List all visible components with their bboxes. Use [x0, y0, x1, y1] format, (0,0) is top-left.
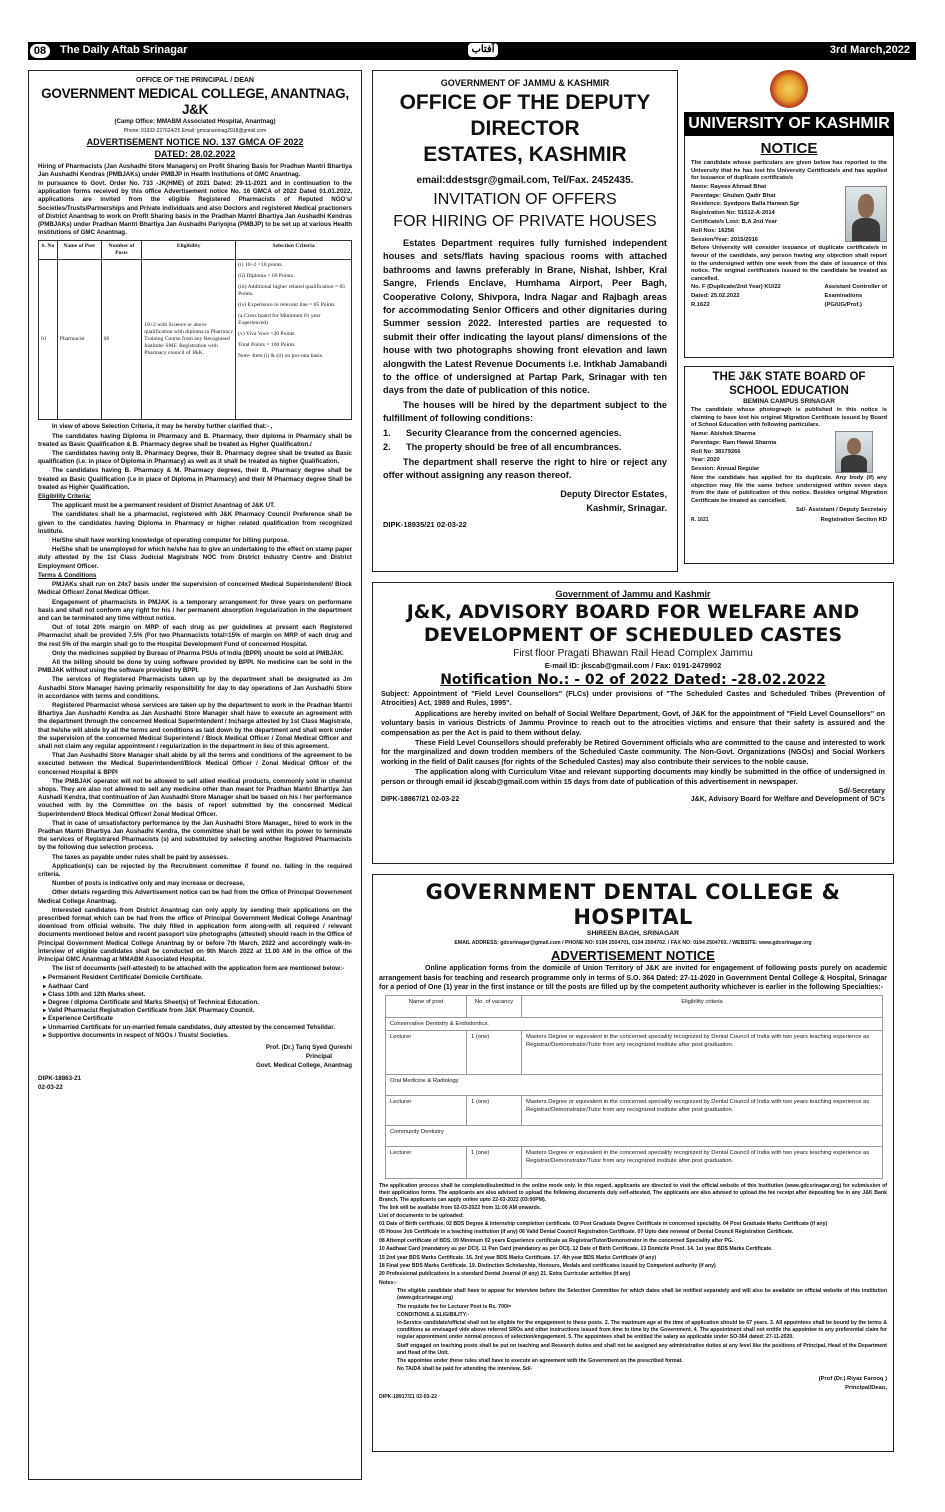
- candidate-field: Roll Nos: 16256: [691, 227, 735, 234]
- table-cell: Lecturer: [386, 1096, 467, 1126]
- table-header: Eligibility: [142, 241, 236, 260]
- dental-contact: EMAIL ADDRESS: gdcsrinagar@gmail.com / PHONE NO: 0194 2504701, 0194 2504702. / FAX NO: 0194 2504703. / WEBSITE: www.gdcsrinagar.org: [454, 940, 812, 947]
- list-item: ▸ Class 10th and 12th Marks sheet.: [48, 991, 352, 999]
- table-header: Number of Posts: [101, 241, 142, 260]
- gmc-para: The PMBJAK operator will not be allowed to sell allied medical products, commonly sold in chemist shops. They are also not allowed to sell any medicine other than meant for Pradhan Mantri Bhartiya Jan Aushadi Kendra, that continuation of Jan Aushadhi Store Manager shall be based on his / her performance vouched with by the Committee on the basis of report submitted by the concerned Medical Superintendent/ Block Medical Officer/ Zonal Medical Officer.: [38, 777, 352, 818]
- criteria-line: (iii) Additional higher related qualification = 05 Points.: [238, 284, 346, 298]
- photo-body: [852, 218, 881, 241]
- university-reference: [691, 284, 781, 310]
- table-cell: Lecturer: [386, 1147, 467, 1179]
- criteria-line: Total Points = 100 Points: [238, 342, 295, 349]
- gmc-signatory-office: Govt. Medical College, Anantnag: [255, 1062, 352, 1070]
- specialty-row: Oral Medicine & Radiology: [386, 1075, 883, 1096]
- dental-conditions-heading: CONDITIONS & ELIGIBILITY:-: [397, 1311, 470, 1318]
- specialty-row: Community Dentistry: [386, 1126, 883, 1147]
- estates-govt: GOVERNMENT OF JAMMU & KASHMIR: [440, 78, 610, 88]
- dental-condition: Staff engaged on teaching posts shall be put on teaching and Research duties and shall not be assigned any administrative duties at any level like the positions of Principal, Head of the Department and Head of the Unit.: [397, 1342, 887, 1356]
- gmc-posts-table: [38, 240, 352, 420]
- dental-docs-heading: List of documents to be uploaded:: [379, 1213, 464, 1220]
- page-number: 08: [28, 42, 52, 60]
- dental-college-advertisement: [372, 874, 894, 1452]
- gmc-dipk: DIPK-18863-21: [38, 1074, 81, 1082]
- photo-body: [841, 455, 867, 472]
- list-item: ▸ Permanent Resident Certificate/ Domicile Certificate.: [48, 974, 352, 982]
- estates-advertisement: [372, 70, 678, 572]
- jkbose-signatory: Sd/- Assistant / Deputy Secretary: [796, 507, 887, 514]
- dental-dipk: DIPK-18917/21 02-03-22: [379, 1393, 437, 1400]
- table-cell: Masters Degree or equivalent in the concerned speciality recognized by Dental Council of India with two years teaching experience as Registrar/Demonstrator/Tutor from any recognized institute after post graduation.: [522, 1147, 883, 1179]
- gmc-anantnag-advertisement: [28, 70, 362, 1480]
- candidate-field: Session/Year: 2015/2016: [691, 236, 759, 243]
- estates-condition: [383, 441, 667, 454]
- gmc-para: The candidates having Diploma in Pharmacy and B. Pharmacy, their diploma in Pharmacy shall be treated as Basic Qualification & B. Pharmacy degree shall be treated as Higher Qualification./: [38, 432, 352, 448]
- gmc-para: Only the medicines supplied by Bureau of Pharma PSUs of India (BPPI) should be sold at PMBJAK.: [52, 649, 344, 657]
- jkbose-intro: The candidate whose photograph is published in this notice is claiming to have lost his original Migration Certificate issued by Board of School Education with following particulars.: [691, 407, 887, 429]
- jkbose-section: Registration Section KD: [820, 516, 887, 523]
- table-header: Name of post: [386, 996, 467, 1018]
- jkbose-footer: [691, 516, 887, 525]
- advisory-signatory-office: J&K, Advisory Board for Welfare and Development of SC's: [690, 796, 885, 804]
- estates-body: The department shall reserve the right to hire or reject any offer without assigning any reason thereof.: [383, 456, 667, 480]
- dental-process: The application process shall be completed/submitted in the online mode only. In this regard, applicants are directed to visit the official website of this Institution (www.gdcsrinagar.org) for submission of their application forms. The applicants are also advised to upload the following documents duly self-attested. The applicants are also advised to upload the fee receipt after depositing fee in any J&K Bank Branch. The applicants can apply online upto 22-03-2022 (03:00PM).: [379, 1183, 887, 1204]
- signatory-line: Examinations: [824, 293, 863, 300]
- gmc-dipk-date: 02-03-22: [38, 1083, 63, 1091]
- jkbose-title-line2: SCHOOL EDUCATION: [729, 385, 849, 397]
- table-header: Selection Criteria: [236, 241, 352, 260]
- dental-posts-table: [385, 995, 883, 1179]
- list-item: ▸ Experience Certificate: [48, 1015, 352, 1023]
- estates-signatory: Deputy Director Estates,: [560, 489, 667, 500]
- jkbose-notice: [684, 366, 894, 564]
- condition-text: Security Clearance from the concerned agencies.: [405, 427, 622, 438]
- candidate-field: Name: Abishek Sharma: [691, 430, 756, 437]
- estates-invitation-line1: INVITATION OF OFFERS: [433, 191, 617, 208]
- estates-contact: email:ddestsgr@gmail.com, Tel/Fax. 2452435.: [416, 175, 634, 186]
- candidate-field: Registration No: 51512-A-2014: [691, 210, 775, 217]
- gmc-notice-number: ADVERTISEMENT NOTICE NO. 137 GMCA OF 2022: [86, 136, 304, 147]
- gmc-para: Hiring of Pharmacists (Jan Aushadhi Store Managers) on Profit Sharing Basis for Pradhan Mantri Bhartiya Jan Aushadhi Kendras (PMBJAKs) under PMBJP in Health Institutions of GMC Anantnag.: [38, 162, 352, 178]
- estates-signatory-place: Kashmir, Srinagar.: [586, 503, 667, 514]
- publication-name: The Daily Aftab Srinagar: [60, 44, 188, 56]
- dental-doc-line: 05 House Job Certificate in a teaching institution (if any) 06 Valid Dental Council Registration Certificate. 07 Upto date renewal of Dental Council Registration Certificate.: [379, 1229, 794, 1236]
- estates-body: The houses will be hired by the department subject to the fulfillment of following conditions:: [383, 399, 667, 424]
- dental-notice-heading: ADVERTISEMENT NOTICE: [551, 948, 715, 964]
- estates-title-line1: OFFICE OF THE DEPUTY DIRECTOR: [399, 91, 651, 140]
- table-cell: 1 (one): [467, 1096, 522, 1126]
- dental-note: The eligible candidate shall have to appear for interview before the Selection Committee for which dates shall be notified separately and will also be available on official website of this institution (www.gdcsrinagar.org): [397, 1288, 887, 1302]
- gmc-para: He/She shall have working knowledge of operating computer for billing purpose.: [52, 537, 289, 545]
- advisory-footer: [381, 796, 885, 805]
- gmc-para: All the billing should be done by using software provided by BPPI. No medicine can be sold in the PMBJAK without using the software provided by BPPI.: [38, 658, 352, 675]
- estates-title-line2: ESTATES, KASHMIR: [423, 143, 627, 166]
- dental-condition: No TA/DA shall be paid for attending the interview. Sd/-: [397, 1366, 533, 1373]
- gmc-para: Application(s) can be rejected by the Recruitment committee if found no. falling in the required criteria.: [38, 862, 352, 878]
- dental-condition: The appointee under these rules shall have to execute an agreement with the Government on the prescribed format.: [397, 1358, 683, 1365]
- gmc-para: Registered Pharmacist whose services are taken up by the department to work in the Pradhan Mantri Bhartiya Jan Aushadhi Kendra as Jan Aushadhi Store Manager shall have to execute an agreement with the department through the concerned Medical Superintendent / Incharge attested by 1st Class Magistrate, that he/she will abide by all the terms and conditions as laid down by the department and shall work under the supervision of the concerned Medical Superintend / Block Medical Officer / Zonal Medical Officer and shall not claim any regular appointment / regularization in the department in lieu of this agreement.: [38, 701, 352, 750]
- criteria-line: (a Cross board for Minimum 01 year Experienced): [238, 313, 321, 327]
- gmc-para: Engagement of pharmacists in PMJAK is a temporary arrangement for three years on performane basis and shall not conform any right for his / her permanent absorption /regularization in the department and can be terminated any time without notice.: [38, 598, 352, 622]
- table-cell: Masters Degree or equivalent in the concerned speciality recognized by Dental Council of India with two years teaching experience as Registrar/Demonstrator/Tutor from any recognized institute after post graduation.: [522, 1096, 883, 1126]
- table-cell: 1 (one): [467, 1031, 522, 1075]
- table-row: [386, 1096, 883, 1126]
- table-header: Eligibility criteria: [522, 996, 883, 1018]
- table-header: Name of Post: [57, 241, 101, 260]
- gmc-para: The candidates having only B. Pharmacy Degree, their B. Pharmacy degree shall be treated as Basic qualification (i.e. in place of Diploma in Pharmacy) as well as it shall be treated as higher Qualification.: [38, 450, 352, 466]
- condition-text: The property should be free of all encumbrances.: [405, 442, 622, 453]
- specialty-row: Conservative Dentistry & Endodontics.: [386, 1018, 883, 1031]
- gmc-para: Interested candidates from District Anantnag can only apply by sending their applications on the prescribed format which can be had from the office of Principal Government Medical College Anantnag/ download from official website. The duly filled in application form along-with all required / relevant documents mentioned below and recent passport size photographs (attested) should reach in the Office of Principal Government Medical College Anantnag by or before 7th March, 2022 and accordingly walk-in-Interview of eligible candidates shall be conducted on 9th March 2022 at 11.00 AM in the office of the Principal GMC Anantnag at MMABM Associated Hospital.: [38, 906, 352, 964]
- gmc-documents-list: [38, 974, 352, 1040]
- selection-criteria-cell: [236, 260, 352, 420]
- reference-line: Dated: 25.02.2022: [691, 293, 740, 300]
- estates-dipk: DIPK-18935/21 02-03-22: [383, 520, 467, 530]
- candidate-field: Roll No: 38179266: [691, 448, 741, 455]
- table-cell: 08: [101, 260, 142, 420]
- photo-face: [847, 438, 861, 456]
- advisory-title-line2: DEVELOPMENT OF SCHEDULED CASTES: [423, 624, 843, 646]
- candidate-field: Residence: Syedpora Balla Harwan Sgr: [691, 201, 800, 208]
- dental-place: SHIREEN BAGH, SRINAGAR: [586, 930, 680, 937]
- gmc-camp-office: (Camp Office: MMABM Associated Hospital, Anantnag): [114, 118, 276, 126]
- list-item: ▸ Aadhaar Card: [48, 983, 352, 991]
- signatory-line: (PG/UG/Prof.): [824, 301, 862, 308]
- university-of-kashmir-notice: [684, 70, 894, 358]
- dental-doc-line: 15 2nd year BDS Marks Certificate. 16. 3rd year BDS Marks Certificate. 17. 4th year BDS Marks Certificate (if any): [379, 1254, 657, 1261]
- candidate-photo: [835, 431, 873, 473]
- university-seal-logo: [770, 70, 808, 108]
- university-intro: The candidate whose particulars are given below has reported to the University that he has lost his University Certificate/s and has applied for issuance of duplicate certificate/s: [691, 160, 887, 182]
- gmc-para: Number of posts is indicative only and may increase or decrease,: [52, 880, 245, 888]
- photo-face: [858, 194, 874, 218]
- signatory-line: Assistant Controller of: [824, 284, 887, 291]
- candidate-photo: [845, 186, 887, 242]
- newspaper-header-bar: [28, 42, 916, 60]
- criteria-line: (ii) Diploma = 60 Points.: [238, 273, 295, 280]
- table-cell: 1 (one): [467, 1147, 522, 1179]
- gmc-para: The taxes as payable under rules shall be paid by assesses.: [52, 853, 229, 861]
- gmc-terms-heading: Terms & Conditions: [38, 571, 97, 579]
- university-notice-heading: NOTICE: [760, 140, 818, 157]
- table-row: [39, 260, 352, 420]
- gmc-signatory-post: Principal: [305, 1053, 332, 1061]
- jkbose-title-line1: THE J&K STATE BOARD OF: [712, 371, 866, 383]
- advisory-address: First floor Pragati Bhawan Rail Head Complex Jammu: [513, 648, 753, 659]
- gmc-notice-date: DATED: 28.02.2022: [154, 148, 236, 159]
- dental-doc-line: 08 Attempt certificate of BDS. 09 Minimum 02 years Experience certificate as Registrar/Tutor/Demonstrator in the concerned Speciality after PG.: [379, 1237, 734, 1244]
- jkbose-body: Now the candidate has applied for its duplicate. Any body (if) any objection may file the same before undersigned within seven days from the date of publication of this notice. Besides original Migration Certificate be treated as cancelled.: [691, 474, 887, 504]
- advisory-signatory: Sd/-Secretary: [838, 786, 885, 796]
- advisory-title-line1: J&K, ADVISORY BOARD FOR WELFARE AND: [406, 601, 860, 623]
- table-cell: Lecturer: [386, 1031, 467, 1075]
- candidate-field: Parentage: Ram Hawal Sharma: [691, 439, 777, 446]
- dental-condition: In-Service candidate/official shall not be eligible for the engagement to these posts. 2. The maximum age at the time of application should be 67 years. 3. All appointees shall be bound by the terms & conditions as envisaged vide above referred SROs and other instructions issued from time to time by the Government. 4. The appointment shall not entitle the appointee to any preferential claim for regular appointment under normal process of selection/engagement. 5. The appointees shall be entitled the salary as applicable under SO-364 dated: 27-11-2020.: [397, 1320, 887, 1341]
- advisory-subject: Subject: Appointment of "Field Level Counsellors" (FLCs) under provisions of "The Scheduled Castes and Scheduled Tribes (Prevention of Atrocities) Act, 1989 and Rules, 1995".: [381, 689, 885, 708]
- gmc-para: The candidates having B. Pharmacy & M. Pharmacy degrees, their B. Pharmacy degree shall be treated as Basic Qualification (i.e in place of Diploma in Pharmacy) and their M Pharmacy degree Shall be treated as Higher Qualification.: [38, 467, 352, 491]
- list-item: ▸ Supportive documents in respect of NGOs / Trusts/ Societies.: [48, 1032, 352, 1040]
- jkbose-campus: BEMINA CAMPUS SRINAGAR: [743, 398, 835, 405]
- list-item: ▸ Unmarried Certificate for un-married female candidates, duly attested by the concerned Tehsildar.: [48, 1024, 352, 1032]
- dental-link: The link will be available from 02-03-2022 from 11:00 AM onwards.: [379, 1205, 542, 1212]
- candidate-field: Session: Annual Regular: [691, 466, 760, 473]
- dental-signatory-post: Principal/Dean,: [845, 1384, 887, 1391]
- condition-number: 2.: [383, 442, 406, 453]
- estates-body: Estates Department requires fully furnished independent houses and sets/flats having spacious rooms with attached bathrooms and lawns preferably in Brane, Nishat, Ishber, Kral Sangre, Friends Enclave, Humhama Airport, Peer Bagh, Cooperative Colony, Shivpora, Indra Nagar and Rajbagh areas for accommodating Senior Officers and other dignitaries during Summer session 2022. Interested parties are requested to submit their offer indicating the layout plans/ dimensions of the house with two photographs showing front elevation and lawn alongwith the Latest Revenue Documents i.e. Intkhab Jamabandi to the office of undersigned at Partap Park, Srinagar with ten days from the date of publication of this notice.: [383, 238, 667, 396]
- table-header: No. of vacancy: [467, 996, 522, 1018]
- table-cell: Pharmacist: [57, 260, 101, 420]
- gmc-title: GOVERNMENT MEDICAL COLLEGE, ANANTNAG, J&K: [41, 86, 349, 118]
- reference-line: R.1622: [691, 301, 710, 308]
- criteria-line: (i) 10+2 =10 points.: [238, 262, 283, 269]
- estates-invitation-line2: FOR HIRING OF PRIVATE HOUSES: [393, 213, 657, 230]
- issue-date: 3rd March,2022: [829, 44, 910, 56]
- advisory-govt: Government of Jammu and Kashmir: [555, 589, 711, 599]
- candidate-field: Parentage: Ghulam Qadir Bhat: [691, 192, 776, 199]
- criteria-line: (iv) Experience in relevant line = 05 Points: [238, 302, 335, 309]
- gmc-para: He/She shall be unemployed for which he/she has to give an undertaking to the effect on stamp paper duly attested by the 1st Class Judicial Magistrate NOC from District Industry Centre and District Employment Officer.: [38, 546, 352, 570]
- jkbose-reference: R. 1621: [691, 516, 709, 523]
- gmc-para: The services of Registered Pharmacists taken up by the department shall be designated as Jm Aushadhi Store Manager having primarily responsibility for day to day operations of Jan Aushadhi Store in accordance with terms and conditions.: [38, 676, 352, 700]
- gmc-contact: Phone: 01932-227624/25 Email: gmcanantnag2018@gmail.com: [123, 128, 267, 135]
- dental-intro: Online application forms from the domicile of Union Territory of J&K are invited for engagement of following posts purely on academic arrangement basis for teaching and research programme only in terms of S.O. 364 Dated: 27-11-2020 in Government Dental College & Hospital, Srinagar for a period of One (1) year in the first instance or till the posts are filled up by the competent authority whichever is earlier in the following Specialties:-: [379, 965, 887, 991]
- reference-line: No. F (Duplicate/2nd Year) KU/22: [691, 284, 781, 291]
- candidate-field: Year: 2020: [691, 457, 720, 464]
- advisory-para: These Field Level Counsellors should preferably be Retired Government officials who are committed to the cause and interested to work for the marginalized and down trodden members of the Scheduled Caste community. The Non-Govt. Organizations (NGOs) and Social Workers working in the field of Dalit causes (for rights of the Scheduled Castes) may also contribute their services to the noble cause.: [381, 738, 885, 766]
- gmc-office: OFFICE OF THE PRINCIPAL / DEAN: [136, 77, 254, 84]
- list-item: ▸ Valid Pharmacist Registration Certificate from J&K Pharmacy Council.: [48, 1007, 352, 1015]
- table-row: [386, 1147, 883, 1179]
- masthead-logo: آفتاب: [468, 43, 498, 57]
- table-cell: 01: [39, 260, 58, 420]
- criteria-line: (v) Viva Voce =20 Points: [238, 331, 295, 338]
- estates-condition: [383, 427, 667, 440]
- table-cell: Masters Degree or equivalent in the concerned speciality recognized by Dental Council of India with two years teaching experience as Registrar/Demonstrator/Tutor from any recognized institute after post graduation.: [522, 1031, 883, 1075]
- dental-doc-line: 10 Aadhaar Card (mandatory as per DCI). 11 Pan Card (mandatory as per DCI). 12 Date of Birth Certificate. 13 Domicile Proof. 14. 1st year BDS Marks Certificate.: [379, 1246, 773, 1253]
- candidate-field: Certificate/s Lost: B.A 2nd Year: [691, 218, 778, 225]
- university-signatory: [825, 284, 887, 310]
- gmc-para: The applicant must be a permanent resident of District Anantnag of J&K UT.: [52, 502, 275, 510]
- gmc-para: That in case of unsatisfactory performance by the Jan Aushadhi Store Manager,, hired to work in the Pradhan Mantri Bhartiya Jan Aushadhi Kendra, the committee shall be well within its power to terminate the services of Registrared Pharmacists (s) and substituted by selecting another Registred Pharmacists by the following due selection process.: [38, 819, 352, 852]
- gmc-eligibility-heading: Eligibility Criteria:: [38, 493, 91, 501]
- dental-doc-line: 20 Professional publications in a standard Dental Journal (if any) 21. Extra Curricular activities (if any): [379, 1271, 631, 1278]
- advisory-para: Applications are hereby invited on behalf of Social Welfare Department, Govt, of J&K for the appointment of "Field Level Counsellors" on voluntary basis in various Districts of Jammu Province to reach out to the atrocities victims and ensure that their safety is assured and the compensation as per the Act is paid to them without delay.: [381, 708, 885, 737]
- advisory-board-notification: [372, 582, 894, 864]
- table-header: S. No: [39, 241, 58, 260]
- gmc-para: PMJAKs shall run on 24x7 basis under the supervision of concerned Medical Superintendent/ Block Medical Officer/ Zonal Medical Officer.: [38, 581, 352, 597]
- dental-notes-heading: Notes:-: [379, 1279, 397, 1286]
- gmc-para: Out of total 20% margin on MRP of each drug as per guidelines at present each Registered Pharmacist shall be provided 7.5% (For two Pharmacists total=15% of margin on MRP of each drug and the rest 5% of the margin shall go to the Hospital Development Fund of concerned Hospital.: [38, 624, 352, 648]
- table-row: [386, 1031, 883, 1075]
- dental-title: GOVERNMENT DENTAL COLLEGE & HOSPITAL: [425, 880, 841, 929]
- gmc-para: The candidates shall be a pharmacist, registered with J&K Pharmacy Council Preference shall be given to the candidates having Diploma in Pharmacy or higher related qualification from recognized Institute.: [38, 511, 352, 535]
- gmc-para: The list of documents (self-attested) to be attached with the application form are mentioned below:-: [52, 965, 345, 973]
- gmc-signatory-name: Prof. (Dr.) Tariq Syed Qureshi: [265, 1044, 352, 1052]
- dental-signatory-name: (Prof (Dr.) Riyaz Farooq ): [818, 1375, 887, 1382]
- gmc-para: That Jan Aushadhi Store Manager shall abide by all the terms and conditions of the agreement to be executed between the Medical Superintendent/Block Medical Officer / Zonal Medical Officer of the concerned Hospital & BPPI: [38, 752, 352, 776]
- criteria-line: Note- Item (i) & (ii) on pro-rata basis.: [238, 353, 324, 360]
- university-notice-body: [684, 136, 894, 358]
- advisory-dipk: DIPK-18867/21 02-03-22: [381, 796, 460, 804]
- candidate-field: Name: Rayees Ahmad Bhat: [691, 183, 767, 190]
- advisory-notification-number: Notification No.: - 02 of 2022 Dated: -28.02.2022: [440, 672, 826, 688]
- table-cell: 10+2 with Science or above qualification with diploma in Pharmacy Training Course from any Recognised Institute/ SMF. Registration with Pharmacy council of J&K.: [142, 260, 236, 420]
- university-title: UNIVERSITY OF KASHMIR: [684, 112, 894, 136]
- condition-number: 1.: [383, 427, 406, 438]
- gmc-para: In view of above Selection Criteria, it may be hereby further clarified that:- ,: [52, 423, 273, 431]
- dental-doc-line: 01 Date of Birth certificate. 02 BDS Degree & Internship completion certificate. 03 Post Graduate Degree Certificate in concerned speciality. 04 Post Graduate Marks Certificate (if any): [379, 1221, 828, 1228]
- gmc-para: In pursuance to Govt. Order No. 733 -JK(HME) of 2021 Dated: 29-11-2021 and in continuation to the application forms received by this office Advertisement notice No. 16 GMCA of 2022 Dated 01.01.2022, applications are invited from the eligible Registered Pharmacists of Reputed NGO's/ Societies/Trusts/Partnerships and Private individuals and also Doctors and registered Medical practioners of District Anantnag to work on Profit Sharing basis in the Pradhan Mantri Bhartiya Jan Aushadhi Kendras (PMBJAKs) under Pradhan Mantri Bhartiya Jan Aushadhi Pariyojna (PMBJP) to be set up at various Health Institutions of GMC Anantnag.: [38, 180, 352, 237]
- gmc-para: Other details regarding this Advertisement notice can be had from the Office of Principal Government Medical College Anantnag.: [38, 889, 352, 905]
- advisory-email: E-mail ID: jkscab@gmail.com / Fax: 0191-2479902: [544, 661, 722, 670]
- university-body: Before University will consider issuance of duplicate certificate/s in favour of the candidate, any person having any objection shall report to the undersigned within one week from the date of issuance of this notice. The original certificate/s issued to the candidate be treated as cancelled.: [691, 245, 887, 282]
- dental-note: The requisite fee for Lecturer Post is Rs. 700/=: [397, 1303, 512, 1310]
- advisory-para: The application along with Curriculum Vitae and relevant supporting documents may kindly be submitted in the office of undersigned in person or through email id jkscab@gmail.com within 15 days from date of publication of this advertisement in newspaper.: [381, 767, 885, 786]
- list-item: ▸ Degree / diploma Certificate and Marks Sheet(s) of Technical Education.: [48, 999, 352, 1007]
- dental-doc-line: 18 Final year BDS Marks Certificate. 19. Distinction Scholarship, Honours, Medals and certificates issued by Competent authority (if any): [379, 1263, 716, 1270]
